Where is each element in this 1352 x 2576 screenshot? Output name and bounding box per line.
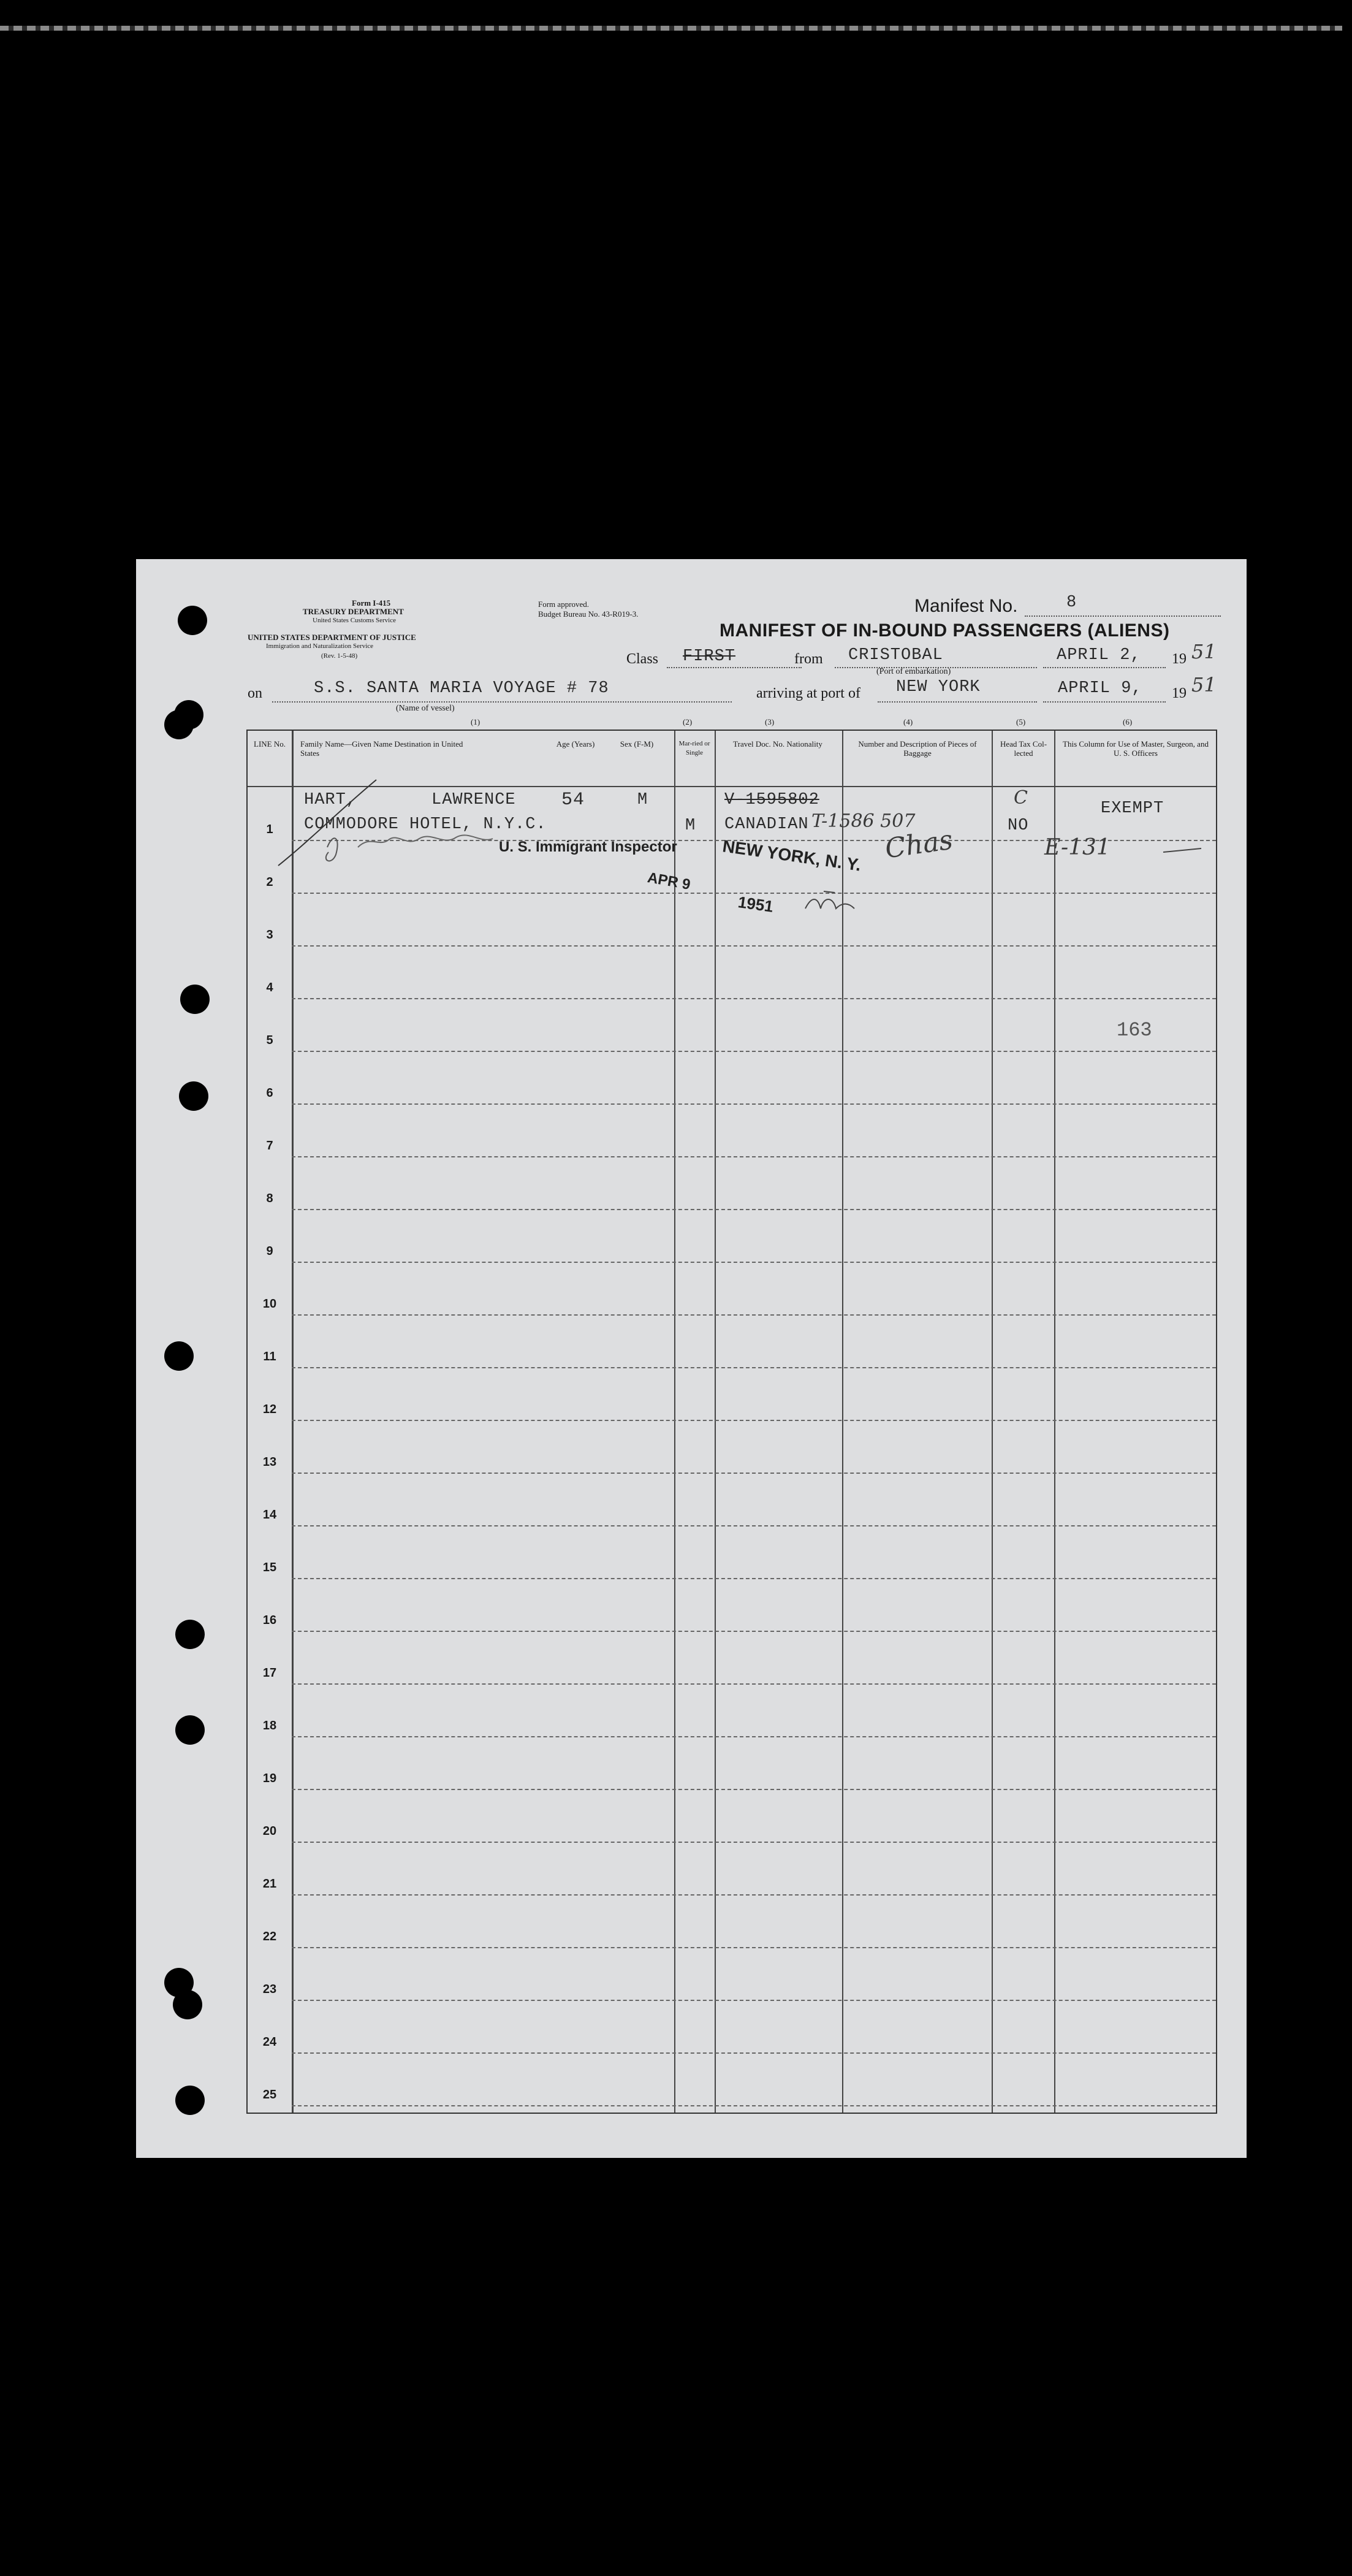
col-number-2: (2) bbox=[683, 717, 693, 726]
film-edge-line bbox=[0, 26, 1342, 31]
passenger-destination: COMMODORE HOTEL, N.Y.C. bbox=[304, 815, 547, 834]
stamp-scribble bbox=[799, 884, 873, 921]
ins-service: Immigration and Naturalization Service bbox=[266, 642, 374, 650]
page-count: 163 bbox=[1117, 1019, 1152, 1042]
passenger-age: 54 bbox=[561, 790, 585, 810]
binder-hole bbox=[175, 2086, 205, 2115]
binder-hole bbox=[173, 1990, 202, 2019]
row-divider bbox=[292, 2105, 1216, 2106]
port-embarkation-caption: (Port of embarkation) bbox=[876, 667, 951, 676]
form-revision: (Rev. 1-5-48) bbox=[321, 652, 358, 660]
col-header-age: Age (Years) bbox=[556, 739, 595, 749]
handwritten-code: E-131 bbox=[1044, 835, 1111, 860]
row-divider bbox=[292, 1473, 1216, 1474]
budget-bureau: Budget Bureau No. 43-R019-3. bbox=[538, 609, 639, 619]
travel-doc-struck: V-1595802 bbox=[724, 791, 819, 809]
row-divider bbox=[292, 1420, 1216, 1421]
row-divider bbox=[292, 1736, 1216, 1737]
handwritten-initials: Chas bbox=[883, 824, 955, 865]
line-number: 15 bbox=[262, 1561, 277, 1574]
line-number: 14 bbox=[262, 1508, 277, 1522]
row-divider bbox=[292, 1631, 1216, 1632]
line-number: 3 bbox=[266, 928, 273, 942]
row-divider bbox=[292, 2000, 1216, 2001]
line-number: 25 bbox=[262, 2088, 277, 2102]
row-divider bbox=[292, 1947, 1216, 1948]
col-number-4: (4) bbox=[903, 717, 913, 726]
row-divider bbox=[292, 1262, 1216, 1263]
binder-hole bbox=[174, 700, 203, 730]
col-header-officers: This Column for Use of Master, Surgeon, and U. S. Officers bbox=[1063, 739, 1209, 758]
customs-service: United States Customs Service bbox=[313, 617, 396, 624]
code-dash bbox=[1161, 845, 1204, 857]
col-number-6: (6) bbox=[1123, 717, 1133, 726]
row-divider bbox=[292, 2052, 1216, 2054]
year-prefix-2: 19 bbox=[1172, 685, 1187, 701]
line-number: 20 bbox=[262, 1824, 277, 1838]
row-divider bbox=[292, 1578, 1216, 1579]
line-number: 22 bbox=[262, 1930, 277, 1943]
passenger-marital: M bbox=[685, 817, 696, 835]
line-number: 18 bbox=[262, 1719, 277, 1732]
passenger-table bbox=[246, 730, 1217, 2114]
passenger-nationality: CANADIAN bbox=[724, 815, 809, 834]
line-number: 23 bbox=[262, 1983, 277, 1996]
row-divider bbox=[292, 1789, 1216, 1790]
year-2: 51 bbox=[1191, 673, 1217, 696]
row-divider bbox=[292, 1894, 1216, 1896]
line-number: 24 bbox=[262, 2035, 277, 2049]
departure-date: APRIL 2, bbox=[1057, 646, 1141, 665]
line-number: 13 bbox=[262, 1455, 277, 1469]
class-label: Class bbox=[626, 651, 659, 667]
line-number: 2 bbox=[266, 875, 273, 889]
row-divider bbox=[292, 998, 1216, 999]
row-divider bbox=[292, 1683, 1216, 1685]
col-number-5: (5) bbox=[1016, 717, 1026, 726]
year-prefix-1: 19 bbox=[1172, 651, 1187, 667]
binder-hole bbox=[180, 985, 210, 1014]
passenger-sex: M bbox=[637, 791, 648, 809]
class-value: FIRST bbox=[683, 647, 736, 666]
line-number: 1 bbox=[266, 823, 273, 836]
inspector-stamp-title: U. S. Immigrant Inspector bbox=[499, 839, 677, 855]
on-label: on bbox=[248, 685, 262, 701]
row-divider bbox=[292, 1314, 1216, 1316]
inspector-signature bbox=[272, 774, 530, 872]
line-number: 16 bbox=[262, 1614, 277, 1627]
row-divider bbox=[292, 1367, 1216, 1368]
line-number: 4 bbox=[266, 981, 273, 994]
passenger-surname: HART, bbox=[304, 791, 357, 809]
line-number: 17 bbox=[262, 1666, 277, 1680]
manifest-number: 8 bbox=[1066, 593, 1077, 612]
head-tax-collected: NO bbox=[1008, 817, 1029, 835]
line-number: 9 bbox=[266, 1244, 273, 1258]
line-number: 8 bbox=[266, 1192, 273, 1205]
col-header-head-tax: Head Tax Col-lected bbox=[1000, 739, 1047, 758]
manifest-number-label: Manifest No. bbox=[914, 596, 1018, 616]
col-header-travel-doc: Travel Doc. No. Nationality bbox=[733, 739, 822, 749]
inspector-stamp-year: 1951 bbox=[737, 893, 775, 916]
head-tax-code: C bbox=[1014, 787, 1028, 809]
inspector-stamp-city: NEW YORK, N. Y. bbox=[721, 836, 862, 875]
form-number: Form I-415 bbox=[352, 598, 391, 608]
row-divider bbox=[292, 1842, 1216, 1843]
line-number: 6 bbox=[266, 1086, 273, 1100]
manifest-page bbox=[136, 559, 1247, 2158]
row-divider bbox=[292, 893, 1216, 894]
col-number-3: (3) bbox=[765, 717, 775, 726]
line-number: 12 bbox=[262, 1403, 277, 1416]
row-divider bbox=[292, 1103, 1216, 1105]
binder-hole bbox=[175, 1715, 205, 1745]
binder-hole bbox=[164, 1341, 194, 1371]
line-number: 7 bbox=[266, 1139, 273, 1153]
row-divider bbox=[292, 1525, 1216, 1526]
travel-doc-handwritten: T-1586 507 bbox=[811, 810, 916, 832]
line-number: 11 bbox=[263, 1350, 276, 1363]
col-header-name: Family Name—Given Name Destination in United States bbox=[300, 739, 463, 758]
officer-exempt: EXEMPT bbox=[1101, 799, 1164, 818]
row-divider bbox=[292, 1209, 1216, 1210]
binder-hole bbox=[178, 606, 207, 635]
treasury-dept: TREASURY DEPARTMENT bbox=[303, 607, 404, 616]
row-divider bbox=[292, 1051, 1216, 1052]
col-header-line: LINE No. bbox=[254, 739, 286, 749]
binder-hole bbox=[179, 1081, 208, 1111]
arriving-label: arriving at port of bbox=[756, 685, 860, 701]
col-number-1: (1) bbox=[471, 717, 480, 726]
year-1: 51 bbox=[1191, 640, 1217, 663]
col-header-married: Mar-ried or Single bbox=[678, 740, 710, 756]
from-label: from bbox=[794, 651, 823, 667]
row-divider bbox=[292, 1156, 1216, 1157]
line-number: 19 bbox=[262, 1772, 277, 1785]
form-approved: Form approved. bbox=[538, 600, 590, 609]
line-number: 5 bbox=[266, 1034, 273, 1047]
arrival-port: NEW YORK bbox=[896, 678, 981, 696]
port-of-embarkation: CRISTOBAL bbox=[848, 646, 943, 665]
justice-dept: UNITED STATES DEPARTMENT OF JUSTICE bbox=[248, 633, 416, 642]
arrival-date: APRIL 9, bbox=[1058, 679, 1142, 698]
line-number: 21 bbox=[262, 1877, 277, 1891]
vessel-caption: (Name of vessel) bbox=[396, 704, 455, 713]
col-header-baggage: Number and Description of Pieces of Baggage bbox=[858, 739, 977, 758]
col-header-sex: Sex (F-M) bbox=[620, 739, 654, 749]
row-divider bbox=[292, 945, 1216, 947]
line-number: 10 bbox=[262, 1297, 277, 1311]
inspector-stamp-date: APR 9 bbox=[646, 869, 692, 893]
manifest-title: MANIFEST OF IN-BOUND PASSENGERS (ALIENS) bbox=[720, 620, 1170, 641]
binder-hole bbox=[175, 1620, 205, 1649]
passenger-given-name: LAWRENCE bbox=[431, 791, 516, 809]
vessel-name: S.S. SANTA MARIA VOYAGE # 78 bbox=[314, 679, 609, 698]
